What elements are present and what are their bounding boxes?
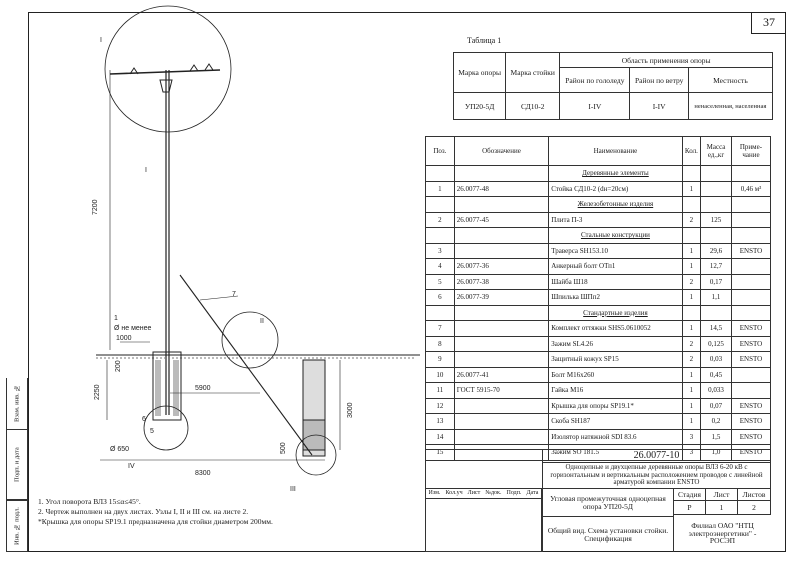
callout-i: I: [145, 167, 147, 174]
rev-col-ndok: №док.: [485, 490, 502, 497]
spec-cell: 1: [682, 290, 700, 306]
table-row: [426, 212, 771, 228]
spec-cell: 1: [682, 367, 700, 383]
t1-cell: I-IV: [560, 93, 630, 120]
spec-cell-empty: [426, 228, 455, 244]
spec-cell: 14: [426, 429, 455, 445]
stage-value: Р: [673, 501, 706, 515]
spec-cell: 8: [426, 336, 455, 352]
t1-col-mark: Марка опоры: [454, 53, 506, 93]
spec-cell: 1: [682, 321, 700, 337]
rev-col-koluch: Кол.уч: [445, 490, 463, 497]
spec-cell: 1: [682, 414, 700, 430]
spec-cell: 0,2: [701, 414, 732, 430]
spec-cell: 13: [426, 414, 455, 430]
spec-cell-empty: [731, 228, 770, 244]
spec-cell: 1,1: [701, 290, 732, 306]
signatures-area: [425, 499, 542, 552]
series-title: Одноцепные и двухцепные деревянные опоры ВЛЗ 6-20 кВ с горизонтальным и вертикальным расположением проводов с линейной арматурой компании ENSTO: [542, 463, 771, 489]
spec-cell: Гайка М16: [549, 383, 682, 399]
callout-i-top: I: [100, 37, 102, 44]
t1-cell: УП20-5Д: [454, 93, 506, 120]
dim-200: 200: [115, 360, 122, 372]
spec-cell: Траверса SH153.10: [549, 243, 682, 259]
spec-cell: 3: [426, 243, 455, 259]
table-row: [426, 197, 771, 213]
spec-cell: 1: [682, 398, 700, 414]
spec-cell: ENSTO: [731, 445, 770, 461]
table-row: [426, 290, 771, 306]
spec-cell-empty: [682, 197, 700, 213]
spec-cell: [731, 274, 770, 290]
spec-cell: 3: [682, 445, 700, 461]
spec-cell: [731, 367, 770, 383]
t1-col-terrain: Местность: [688, 68, 772, 93]
spec-cell: Зажим SO 181.5: [549, 445, 682, 461]
spec-cell-empty: [426, 197, 455, 213]
t1-cell: СД10-2: [506, 93, 560, 120]
t1-col-ice: Район по гололеду: [560, 68, 630, 93]
spec-cell: 1: [682, 383, 700, 399]
spec-cell: ENSTO: [731, 429, 770, 445]
spec-cell: 0,03: [701, 352, 732, 368]
spec-cell: Зажим SL4.26: [549, 336, 682, 352]
dim-5900: 5900: [195, 385, 211, 392]
spec-cell: Шайба Ш18: [549, 274, 682, 290]
side-strip-field-inv: Инв. № подл.: [6, 500, 28, 552]
spec-cell: Комплект оттяжки SHS5.0610052: [549, 321, 682, 337]
sheets-value: 2: [738, 501, 771, 515]
table1: [453, 52, 773, 120]
notes: [38, 497, 273, 527]
organization: Филиал ОАО "НТЦ электроэнергетики" - РОСЭП: [673, 515, 771, 552]
spec-cell: 29,6: [701, 243, 732, 259]
sheet-value: 1: [706, 501, 738, 515]
table-row: [426, 274, 771, 290]
callout-6: 6: [142, 416, 146, 423]
spec-header-cell: Масса ед.,кг: [701, 137, 732, 166]
stage-label: Стадия: [673, 489, 706, 501]
spec-cell: ENSTO: [731, 243, 770, 259]
dim-650: Ø 650: [110, 446, 130, 453]
spec-cell: [701, 181, 732, 197]
spec-cell: 1,5: [701, 429, 732, 445]
page-number: 37: [751, 12, 786, 34]
callout-5: 5: [150, 428, 154, 435]
spec-cell: 10: [426, 367, 455, 383]
spec-cell: Крышка для опоры SP19.1*: [549, 398, 682, 414]
spec-cell: ENSTO: [731, 321, 770, 337]
table-row: [426, 352, 771, 368]
spec-cell: [731, 259, 770, 275]
spec-cell: ENSTO: [731, 352, 770, 368]
spec-cell: 0,46 м³: [731, 181, 770, 197]
spec-cell: [454, 414, 548, 430]
spec-cell: 1: [682, 259, 700, 275]
spec-cell-empty: [454, 305, 548, 321]
spec-cell: 9: [426, 352, 455, 368]
spec-cell: 6: [426, 290, 455, 306]
spec-cell: 12,7: [701, 259, 732, 275]
spec-cell: [454, 336, 548, 352]
spec-cell: 26.0077-48: [454, 181, 548, 197]
spec-cell: [454, 352, 548, 368]
table-row: [426, 429, 771, 445]
table-row: [426, 383, 771, 399]
spec-section-title: Железобетонные изделия: [549, 197, 682, 213]
guy-wire: [180, 275, 312, 455]
dim-7200: 7200: [92, 199, 99, 215]
rev-col-izm: Изм.: [428, 490, 441, 497]
spec-cell-empty: [701, 197, 732, 213]
spec-cell-empty: [454, 166, 548, 182]
callout-iv: IV: [128, 463, 135, 470]
table-row: [426, 398, 771, 414]
spec-header-cell: Обозначение: [454, 137, 548, 166]
spec-cell: 2: [682, 352, 700, 368]
table-row: [426, 321, 771, 337]
spec-section-title: Стальные конструкции: [549, 228, 682, 244]
doc-code: 26.0077-10: [542, 449, 771, 463]
spec-cell: Стойка СД10-2 (dн=20см): [549, 181, 682, 197]
spec-cell: 1,0: [701, 445, 732, 461]
spec-cell: 0,07: [701, 398, 732, 414]
spec-cell-empty: [682, 228, 700, 244]
spec-header-cell: Наименование: [549, 137, 682, 166]
spec-table: [425, 136, 771, 461]
spec-section-title: Стандартные изделия: [549, 305, 682, 321]
spec-cell: Болт М16х260: [549, 367, 682, 383]
spec-cell: [731, 290, 770, 306]
spec-header-row: [426, 137, 771, 166]
spec-cell: 2: [682, 274, 700, 290]
revision-header: [425, 489, 542, 499]
side-strip-field-sign: Подп. и дата: [6, 430, 28, 500]
spec-cell: 1: [682, 243, 700, 259]
spec-header-cell: Приме-чание: [731, 137, 770, 166]
spec-cell-empty: [731, 197, 770, 213]
spec-cell: 0,17: [701, 274, 732, 290]
spec-cell: ENSTO: [731, 414, 770, 430]
t1-col-wind: Район по ветру: [630, 68, 688, 93]
spec-cell: 2: [682, 212, 700, 228]
spec-cell: 26.0077-38: [454, 274, 548, 290]
sheets-label: Листов: [738, 489, 771, 501]
table-row: [426, 166, 771, 182]
spec-cell: 12: [426, 398, 455, 414]
spec-cell: [454, 321, 548, 337]
revision-grid: [425, 449, 542, 489]
callout-7: 7: [232, 291, 236, 298]
table1-caption: Таблица 1: [467, 36, 502, 45]
spec-cell: 1: [426, 181, 455, 197]
spec-cell: 3: [682, 429, 700, 445]
table-row: [426, 367, 771, 383]
spec-cell: 2: [426, 212, 455, 228]
table-row: [426, 336, 771, 352]
table-row: [426, 243, 771, 259]
spec-cell-empty: [701, 166, 732, 182]
title-block: [425, 449, 771, 552]
spec-cell: [731, 383, 770, 399]
spec-cell-empty: [426, 166, 455, 182]
spec-cell: 1: [682, 181, 700, 197]
spec-cell: 15: [426, 445, 455, 461]
doc-title: Общий вид. Схема установки стойки. Спецификация: [542, 517, 673, 552]
callout-iii: III: [290, 486, 296, 493]
note-1: 1. Угол поворота ВЛЗ 15≤α≤45°.: [38, 497, 141, 506]
spec-cell: 14,5: [701, 321, 732, 337]
spec-cell-empty: [682, 166, 700, 182]
t1-cell: I-IV: [630, 93, 688, 120]
spec-cell: 7: [426, 321, 455, 337]
rev-col-data: Дата: [526, 490, 539, 497]
spec-cell: 26.0077-39: [454, 290, 548, 306]
spec-cell: Изолятор натяжной SDI 83.6: [549, 429, 682, 445]
dim-8300: 8300: [195, 470, 211, 477]
sheet-label: Лист: [706, 489, 738, 501]
spec-cell: 26.0077-41: [454, 367, 548, 383]
spec-cell-empty: [731, 166, 770, 182]
dim-1000: 1000: [116, 335, 132, 342]
t1-cell: ненаселенная, населенная: [688, 93, 772, 120]
dim-2250: 2250: [94, 384, 101, 400]
spec-cell: [454, 429, 548, 445]
spec-cell-empty: [701, 228, 732, 244]
note-3: *Крышка для опоры SP19.1 предназначена для стойки диаметром 200мм.: [38, 517, 273, 526]
sheet-title: Угловая промежуточная одноцепная опора УП20-5Д: [542, 489, 673, 517]
spec-cell-empty: [682, 305, 700, 321]
spec-header-cell: Поз.: [426, 137, 455, 166]
spec-cell: [454, 243, 548, 259]
t1-col-stand: Марка стойки: [506, 53, 560, 93]
spec-cell: 11: [426, 383, 455, 399]
spec-cell: 0,125: [701, 336, 732, 352]
spec-cell: 2: [682, 336, 700, 352]
spec-cell-empty: [426, 305, 455, 321]
table-row: [426, 228, 771, 244]
table-row: [426, 181, 771, 197]
spec-cell: ENSTO: [731, 398, 770, 414]
spec-cell: ГОСТ 5915-70: [454, 383, 548, 399]
detail-circle-ii: [222, 312, 278, 368]
note-2: 2. Чертеж выполнен на двух листах. Узлы I, II и III см. на листе 2.: [38, 507, 249, 516]
spec-cell: 26.0077-36: [454, 259, 548, 275]
spec-cell: Скоба SH187: [549, 414, 682, 430]
callout-ii: II: [260, 318, 264, 325]
rev-col-podp: Подп.: [506, 490, 522, 497]
dim-500: 500: [280, 442, 287, 454]
table-row: [426, 414, 771, 430]
spec-cell-empty: [454, 228, 548, 244]
t1-col-scope: Область применения опоры: [560, 53, 773, 68]
spec-header-cell: Кол.: [682, 137, 700, 166]
dim-3000: 3000: [347, 402, 354, 418]
spec-cell: Защитный кожух SP15: [549, 352, 682, 368]
spec-cell-empty: [731, 305, 770, 321]
side-strip-field-replace: Взам. инв. №: [6, 378, 28, 430]
diam-top-label: Ø не менее: [114, 325, 152, 332]
spec-cell: ENSTO: [731, 336, 770, 352]
spec-cell: 4: [426, 259, 455, 275]
spec-cell: 0,45: [701, 367, 732, 383]
spec-cell: Анкерный болт ОТп1: [549, 259, 682, 275]
spec-cell: Шпилька ШПп2: [549, 290, 682, 306]
callout-1: 1: [114, 315, 118, 322]
table-row: [426, 259, 771, 275]
spec-cell-empty: [701, 305, 732, 321]
spec-cell: [454, 398, 548, 414]
spec-cell: 26.0077-45: [454, 212, 548, 228]
crossarm: [110, 70, 220, 74]
spec-cell: 5: [426, 274, 455, 290]
spec-cell: [731, 212, 770, 228]
spec-cell-empty: [454, 197, 548, 213]
rev-col-list: Лист: [467, 490, 481, 497]
spec-cell: Плита П-3: [549, 212, 682, 228]
spec-section-title: Деревянные элементы: [549, 166, 682, 182]
spec-cell: 125: [701, 212, 732, 228]
table-row: [426, 305, 771, 321]
spec-cell: 0,033: [701, 383, 732, 399]
